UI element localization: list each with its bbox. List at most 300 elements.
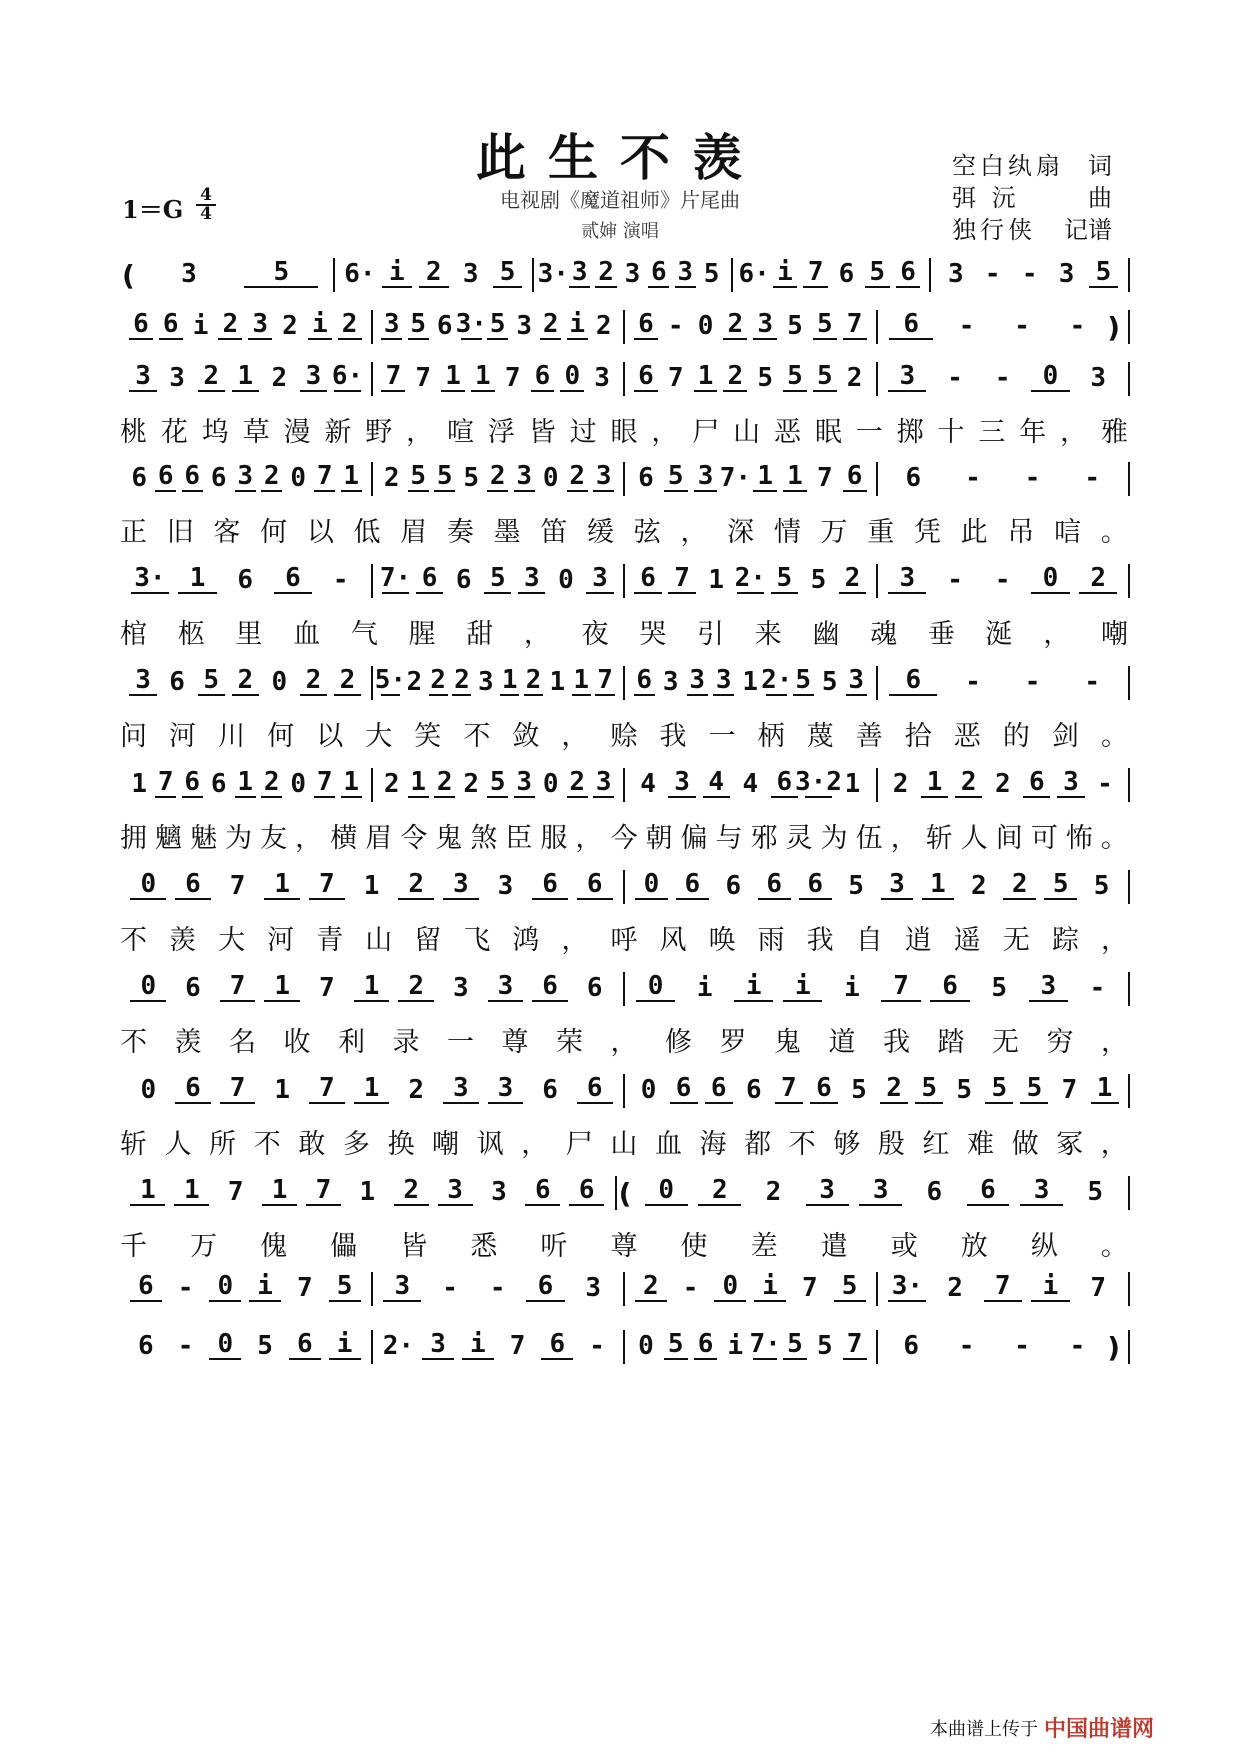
note: 3 [296, 352, 330, 402]
lyric-char: 朝 [645, 823, 675, 854]
note: i [750, 1262, 790, 1312]
lyric-char: 。 [1100, 1231, 1130, 1262]
note: 0 [290, 769, 307, 799]
note: 2 [631, 1262, 671, 1312]
barline [1128, 1272, 1130, 1306]
note: 2 [485, 452, 512, 502]
lyric-char: 飞 [463, 925, 493, 956]
lyric-char: 青 [316, 925, 346, 956]
lyric-char: 冢 [1056, 1129, 1086, 1160]
lyric-char: ， [651, 417, 681, 448]
note: - [1021, 259, 1038, 289]
credit-transcriber: 独行侠 记谱 [952, 216, 1112, 244]
measure [625, 554, 876, 604]
measure [120, 962, 623, 1012]
lyric-char: 为 [820, 823, 850, 854]
site-logo[interactable]: 中国曲谱网 [1044, 1716, 1155, 1742]
note: 5 [810, 352, 840, 402]
score-row [120, 1064, 1130, 1114]
lyric-char: 眉 [400, 517, 430, 548]
note: 1 [349, 1064, 394, 1114]
note: 1 [274, 1075, 291, 1105]
measure [878, 656, 1129, 706]
lyric-char: 遣 [820, 1231, 850, 1262]
note: 6 [126, 300, 156, 350]
note: - [984, 259, 1001, 289]
lyric-char: 重 [867, 517, 897, 548]
lyric-char: 眉 [365, 823, 395, 854]
lyric-char: 不 [463, 721, 493, 752]
measure [878, 1262, 1129, 1312]
lyric-line [120, 612, 1130, 651]
note: 3 [491, 1177, 507, 1207]
lyric-char: 腥 [408, 619, 438, 650]
note: 3 [591, 452, 618, 502]
note: 2 [454, 665, 470, 695]
note: 1 [468, 352, 498, 402]
note: 1 [691, 352, 721, 402]
note: 5 [489, 248, 526, 298]
lyric-char: ， [610, 1027, 640, 1058]
lyric-char: 纵 [1030, 1231, 1060, 1262]
lyric-char: 奏 [446, 517, 476, 548]
lyric-char: 掷 [896, 417, 926, 448]
lyric-char: 无 [1002, 925, 1032, 956]
measure [878, 1322, 1129, 1370]
lyric-char: 我 [659, 721, 689, 752]
score-row [120, 656, 1130, 706]
lyric-char: 眼 [610, 417, 640, 448]
page-title: 此生不羡 [476, 128, 764, 187]
note: 4 [640, 769, 656, 799]
note: 6 [691, 1320, 721, 1370]
lyric-char: ， [523, 619, 553, 650]
note: 1 [170, 1166, 214, 1216]
note: 6 [572, 860, 617, 910]
lyric-char: 善 [855, 721, 885, 752]
lyric-char: 使 [680, 1231, 710, 1262]
note: 2 [835, 554, 869, 604]
note: - [1084, 667, 1101, 697]
note: 3 [126, 656, 160, 706]
note: 7 [771, 1064, 806, 1114]
credits [952, 150, 1112, 246]
note: 6 [210, 769, 227, 799]
note: 6 [586, 973, 603, 1003]
lyric-char: ， [406, 417, 436, 448]
note: 1 [232, 758, 259, 808]
note: 6 [522, 1262, 570, 1312]
key-signature: 1＝G [122, 195, 184, 224]
lyric-char: 一 [708, 721, 738, 752]
note: 0 [697, 311, 714, 341]
note: 3 [232, 452, 259, 502]
note: 7 [229, 871, 246, 901]
note: 3· [126, 554, 174, 604]
note: 3 [1058, 259, 1075, 289]
note: 6 [1020, 758, 1054, 808]
lyric-line [120, 816, 1130, 855]
lyric-char: 尸 [565, 1129, 595, 1160]
lyric-char: 煞 [470, 823, 500, 854]
note: 3 [516, 311, 533, 341]
lyric-char: ， [521, 1129, 551, 1160]
measure [373, 656, 624, 706]
lyric-char: 大 [218, 925, 248, 956]
lyric-char: 柄 [757, 721, 787, 752]
note: 5 [790, 656, 817, 706]
note: 6 [701, 1064, 736, 1114]
note: 3 [497, 871, 514, 901]
note: 1 [750, 452, 780, 502]
note: 6 [171, 860, 216, 910]
lyric-char: 名 [229, 1027, 258, 1058]
lyric-char: 我 [883, 1027, 912, 1058]
note: 1 [573, 665, 589, 695]
lyric-char: 间 [995, 823, 1025, 854]
note: 7 [302, 1166, 346, 1216]
note: 2 [463, 769, 480, 799]
note: 3 [245, 300, 275, 350]
note: 3 [662, 667, 679, 697]
note: i [378, 248, 415, 298]
note: 0 [271, 667, 288, 697]
measure [373, 554, 624, 604]
note: 6 [926, 962, 975, 1012]
lyric-char: 可 [1030, 823, 1060, 854]
lyric-char: 鬼 [774, 1027, 803, 1058]
lyric-char: 野 [365, 417, 395, 448]
score-row [120, 554, 1130, 604]
lyric-char: 斩 [925, 823, 955, 854]
lyric-char: 都 [744, 1129, 774, 1160]
note: 6 [725, 871, 742, 901]
note: 3 [1090, 363, 1106, 393]
note: - [589, 1331, 605, 1361]
note: 6 [884, 300, 939, 350]
barline [1128, 1074, 1130, 1108]
barline [1128, 1176, 1130, 1210]
note: 7 [379, 352, 409, 402]
note: 2 [538, 300, 565, 350]
score-row [120, 860, 1130, 910]
note: 3 [126, 352, 160, 402]
note: 3 [511, 452, 538, 502]
note: i [844, 973, 860, 1003]
lyric-char: 偏 [680, 823, 710, 854]
note: - [947, 363, 963, 393]
note: 6 [631, 300, 661, 350]
note: 6 [169, 667, 185, 697]
note: 6 [884, 656, 944, 706]
lyric-char: 笛 [540, 517, 570, 548]
lyric-char: 川 [218, 721, 248, 752]
measure [120, 452, 371, 502]
footer [930, 1712, 1154, 1743]
note: 6 [631, 656, 658, 706]
note: 1 [742, 667, 759, 697]
lyric-char: 以 [316, 721, 346, 752]
lyric-char: 羡 [174, 1027, 204, 1058]
note: 6 [413, 554, 447, 604]
lyric-char: ， [1043, 619, 1073, 650]
lyric-char: 听 [540, 1231, 570, 1262]
note: 2 [194, 352, 228, 402]
time-signature [196, 187, 216, 223]
score-row [120, 1262, 1130, 1312]
score-row [120, 248, 1130, 298]
lyric-char: 幽 [812, 619, 842, 650]
note: 5 [757, 363, 773, 393]
measure [733, 248, 930, 298]
note: 2 [415, 248, 452, 298]
note: 6 [631, 352, 661, 402]
note: 1 [501, 665, 518, 695]
measure [878, 352, 1129, 402]
note: i [778, 962, 827, 1012]
note: 3· [884, 1262, 932, 1312]
measure [373, 1262, 624, 1312]
lyric-char: 斩 [120, 1129, 149, 1160]
note: - [958, 311, 975, 341]
note: - [177, 1331, 194, 1361]
note: 7 [305, 1064, 350, 1114]
note: 2 [994, 769, 1011, 799]
lyric-char: 儡 [330, 1231, 360, 1262]
note: 6 [138, 1331, 154, 1361]
note: 5 [1087, 1177, 1104, 1207]
barline [1128, 310, 1130, 344]
note: 6 [538, 1320, 578, 1370]
measure [625, 352, 876, 402]
note: 3 [477, 667, 494, 697]
note: 6 [745, 1075, 762, 1105]
measure [878, 454, 1129, 502]
note: 3 [438, 860, 483, 910]
note: 0 [558, 565, 574, 595]
note: 3 [750, 300, 780, 350]
lyric-char: 恶 [953, 721, 983, 752]
measure [373, 452, 624, 502]
barline [1128, 666, 1130, 700]
note: 1 [349, 962, 394, 1012]
lyric-char: 皆 [528, 417, 558, 448]
measure [120, 300, 371, 350]
note: 2 [593, 248, 619, 298]
note: 0 [542, 769, 559, 799]
note: 2 [335, 300, 365, 350]
lyric-char: 赊 [610, 721, 640, 752]
note: 5 [481, 554, 515, 604]
note: 3·2 [794, 767, 842, 797]
note: 6 [528, 962, 573, 1012]
note: 1 [844, 769, 861, 799]
note: 6 [893, 248, 924, 298]
score-row [120, 962, 1130, 1012]
note: 1 [131, 769, 148, 799]
lyric-char: 一 [855, 417, 885, 448]
note: 7 [319, 973, 335, 1003]
note: 5 [862, 248, 893, 298]
note: 7 [312, 758, 339, 808]
lyric-char: 为 [225, 823, 255, 854]
lyric-char: 一 [447, 1027, 476, 1058]
lyric-char: 风 [659, 925, 689, 956]
note: i [305, 300, 335, 350]
note: 7 [979, 1262, 1027, 1312]
lyric-char: 恶 [774, 417, 803, 448]
note: 5 [816, 1331, 833, 1361]
measure [625, 656, 876, 706]
barline [1128, 258, 1130, 292]
note: 7 [1090, 1273, 1106, 1303]
measure [625, 452, 876, 502]
lyric-char: 气 [350, 619, 380, 650]
lyric-char: 红 [922, 1129, 952, 1160]
note: - [177, 1273, 194, 1303]
note: 3 [843, 656, 870, 706]
lyric-char: 墨 [493, 517, 523, 548]
note: 1 [228, 352, 262, 402]
lyric-char: 或 [890, 1231, 920, 1262]
note: 5 [821, 667, 838, 697]
lyric-char: 魂 [870, 619, 900, 650]
note: 7 [509, 1331, 526, 1361]
note: 6· [331, 361, 364, 391]
measure [625, 962, 1128, 1012]
lyric-char: 鬼 [435, 823, 465, 854]
score-row [120, 1320, 1130, 1370]
lyric-char: 凭 [913, 517, 943, 548]
lyric-char: 山 [610, 1129, 640, 1160]
note: 0 [631, 860, 672, 910]
lyric-char: 差 [750, 1231, 780, 1262]
note: i [245, 1262, 285, 1312]
note: 1 [405, 758, 432, 808]
note: 5 [810, 300, 840, 350]
note: 3 [691, 452, 721, 502]
note: 6 [528, 352, 558, 402]
barline [1128, 462, 1130, 496]
lyric-char: 低 [353, 517, 383, 548]
note: 5 [194, 656, 228, 706]
lyric-char: 傀 [260, 1231, 290, 1262]
note: 3 [483, 1064, 528, 1114]
note: 5 [432, 452, 459, 502]
score-row [120, 352, 1130, 402]
lyric-char: 旧 [166, 517, 196, 548]
open-paren: ( [618, 1177, 632, 1210]
note: i [770, 248, 801, 298]
note: 5 [405, 452, 432, 502]
note: 5 [661, 452, 691, 502]
lyric-char: 情 [773, 517, 803, 548]
barline [1128, 362, 1130, 396]
lyric-char: 够 [833, 1129, 863, 1160]
note: 6 [126, 1262, 166, 1312]
note: 0 [126, 860, 171, 910]
lyric-char: 三 [978, 417, 1008, 448]
note: 3 [884, 352, 932, 402]
measure [120, 1262, 371, 1312]
note: 1 [338, 452, 365, 502]
note: 2 [765, 1177, 782, 1207]
note: - [1014, 1331, 1030, 1361]
note: 2 [394, 962, 439, 1012]
note: 7 [153, 758, 180, 808]
note: 6 [171, 1064, 216, 1114]
close-paren: ) [1107, 1331, 1120, 1364]
lyric-char: 河 [267, 925, 297, 956]
note: 3 [884, 554, 932, 604]
lyric-char: ， [561, 925, 591, 956]
lyric-char: 浮 [487, 417, 517, 448]
lyric-char: 嘲 [1100, 619, 1130, 650]
note: 6 [754, 860, 795, 910]
note: 3 [515, 554, 549, 604]
note: 0 [542, 463, 559, 493]
lyric-char: 羡 [169, 925, 199, 956]
note: 1 [1087, 1064, 1122, 1114]
lyric-char: 千 [120, 1231, 149, 1262]
lyric-line [120, 410, 1130, 449]
note: 3 [462, 259, 479, 289]
note: 2 [595, 311, 612, 341]
note: 7 [415, 363, 432, 393]
note: - [1089, 973, 1106, 1003]
note: 2 [430, 665, 446, 695]
lyric-char: 无 [992, 1027, 1021, 1058]
note: 6 [646, 248, 672, 298]
measure [120, 860, 623, 910]
lyric-char: 踪 [1051, 925, 1081, 956]
lyric-char: 讽 [476, 1129, 506, 1160]
note: 3 [711, 656, 738, 706]
credit-lyricist: 空白纨扇 词 [952, 152, 1112, 180]
lyric-char: 拥 [120, 823, 149, 854]
note: 2 [408, 1075, 424, 1105]
lyric-char: 敛 [512, 721, 542, 752]
note: 0 [631, 962, 680, 1012]
lyric-char: 呼 [610, 925, 640, 956]
lyric-char: 笑 [414, 721, 444, 752]
note: 6 [521, 1166, 565, 1216]
note: 6 [926, 1177, 943, 1207]
note: - [947, 565, 963, 595]
note: 6 [436, 311, 453, 341]
note: 1 [438, 352, 468, 402]
note: 2 [383, 463, 400, 493]
lyric-char: 雨 [757, 925, 787, 956]
lyric-char: 唁 [1054, 517, 1084, 548]
note: 6 [672, 860, 713, 910]
note: - [489, 1273, 506, 1303]
note: 1 [260, 860, 305, 910]
lyric-char: 服 [540, 823, 570, 854]
note: 6· [738, 259, 770, 289]
lyric-char: 尊 [610, 1231, 640, 1262]
note: i [564, 300, 591, 350]
note: 2 [389, 1166, 433, 1216]
note: 5 [991, 973, 1008, 1003]
note: 6 [210, 463, 227, 493]
note: 2 [693, 1166, 747, 1216]
note: 5 [851, 1075, 867, 1105]
note: 2 [406, 667, 423, 697]
lyric-char: 里 [235, 619, 265, 650]
note: 3 [566, 248, 592, 298]
note: 6 [806, 1064, 841, 1114]
